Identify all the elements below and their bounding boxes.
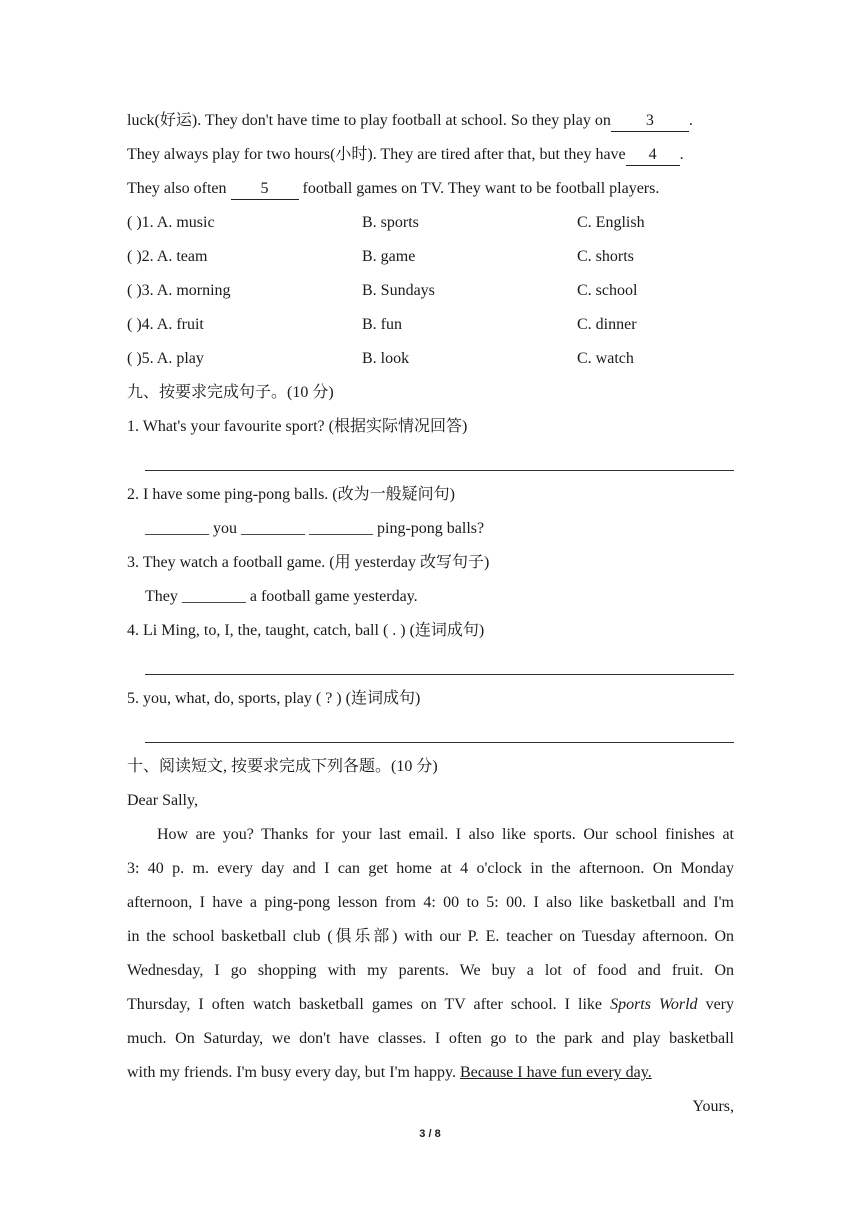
option-a: ( )2. A. team	[127, 248, 208, 265]
letter-greeting: Dear Sally,	[127, 792, 198, 809]
option-c: C. school	[577, 282, 638, 299]
passage-text: .	[679, 146, 684, 163]
option-c: C. dinner	[577, 316, 637, 333]
passage-text: They always play for two hours(小时). They are tired after that, but they have	[127, 146, 626, 163]
page-number: 3 / 8	[419, 1128, 441, 1140]
option-row-2	[127, 240, 734, 274]
question-2: 2. I have some ping-pong balls. (改为一般疑问句)	[127, 486, 455, 503]
option-c: C. English	[577, 214, 645, 231]
letter-closing: Yours,	[692, 1098, 734, 1115]
passage-line-2	[127, 138, 734, 172]
option-a: ( )3. A. morning	[127, 282, 231, 299]
option-a: ( )5. A. play	[127, 350, 204, 367]
passage-text: luck(好运). They don't have time to play football at school. So they play on	[127, 112, 611, 129]
letter-text: with my friends. I'm busy every day, but I'm happy.	[127, 1064, 460, 1081]
passage-line-1	[127, 104, 734, 138]
letter-line-7: much. On Saturday, we don't have classes. I often go to the park and play basketball	[127, 1030, 734, 1047]
option-row-3	[127, 274, 734, 308]
letter-line-3: afternoon, I have a ping-pong lesson from 4: 00 to 5: 00. I also like basketball and I'm	[127, 894, 734, 911]
option-row-5	[127, 342, 734, 376]
letter-line-8	[127, 1056, 734, 1090]
worksheet-page	[127, 104, 734, 1124]
blank-5: 5	[231, 179, 299, 200]
letter-line-1: How are you? Thanks for your last email. I also like sports. Our school finishes at	[157, 826, 734, 843]
option-row-1	[127, 206, 734, 240]
passage-line-3	[127, 172, 734, 206]
question-2-answer[interactable]: ________ you ________ ________ ping-pong balls?	[145, 520, 485, 537]
answer-line-1[interactable]	[127, 444, 734, 478]
letter-line-2: 3: 40 p. m. every day and I can get home at 4 o'clock in the afternoon. On Monday	[127, 860, 734, 877]
letter-line-4: in the school basketball club (俱乐部) with our P. E. teacher on Tuesday afternoon. On	[127, 928, 734, 945]
answer-line-5[interactable]	[127, 716, 734, 750]
option-a: ( )4. A. fruit	[127, 316, 204, 333]
option-b: B. look	[362, 350, 410, 367]
question-3-answer[interactable]: They ________ a football game yesterday.	[145, 588, 418, 605]
section-10-title: 十、阅读短文, 按要求完成下列各题。(10 分)	[127, 758, 438, 775]
option-c: C. watch	[577, 350, 634, 367]
question-3: 3. They watch a football game. (用 yesterday 改写句子)	[127, 554, 490, 571]
letter-text: very	[697, 996, 734, 1013]
option-a: ( )1. A. music	[127, 214, 215, 231]
passage-text: football games on TV. They want to be football players.	[298, 180, 660, 197]
question-1: 1. What's your favourite sport? (根据实际情况回答)	[127, 418, 468, 435]
passage-text: .	[688, 112, 693, 129]
question-5: 5. you, what, do, sports, play ( ? ) (连词成句)	[127, 690, 421, 707]
option-b: B. Sundays	[362, 282, 435, 299]
section-9-title: 九、按要求完成句子。(10 分)	[127, 384, 334, 401]
letter-line-6	[127, 988, 734, 1022]
answer-line-4[interactable]	[127, 648, 734, 682]
option-c: C. shorts	[577, 248, 634, 265]
letter-line-5: Wednesday, I go shopping with my parents. We buy a lot of food and fruit. On	[127, 962, 734, 979]
blank-4: 4	[626, 145, 680, 166]
letter-text: Thursday, I often watch basketball games on TV after school. I like	[127, 996, 611, 1013]
magazine-title: Sports World	[610, 996, 698, 1013]
blank-3: 3	[611, 111, 689, 132]
option-b: B. game	[362, 248, 416, 265]
question-4: 4. Li Ming, to, I, the, taught, catch, ball ( . ) (连词成句)	[127, 622, 485, 639]
passage-text: They also often	[127, 180, 231, 197]
option-b: B. fun	[362, 316, 402, 333]
underlined-sentence: Because I have fun every day.	[459, 1064, 652, 1081]
option-row-4	[127, 308, 734, 342]
option-b: B. sports	[362, 214, 419, 231]
